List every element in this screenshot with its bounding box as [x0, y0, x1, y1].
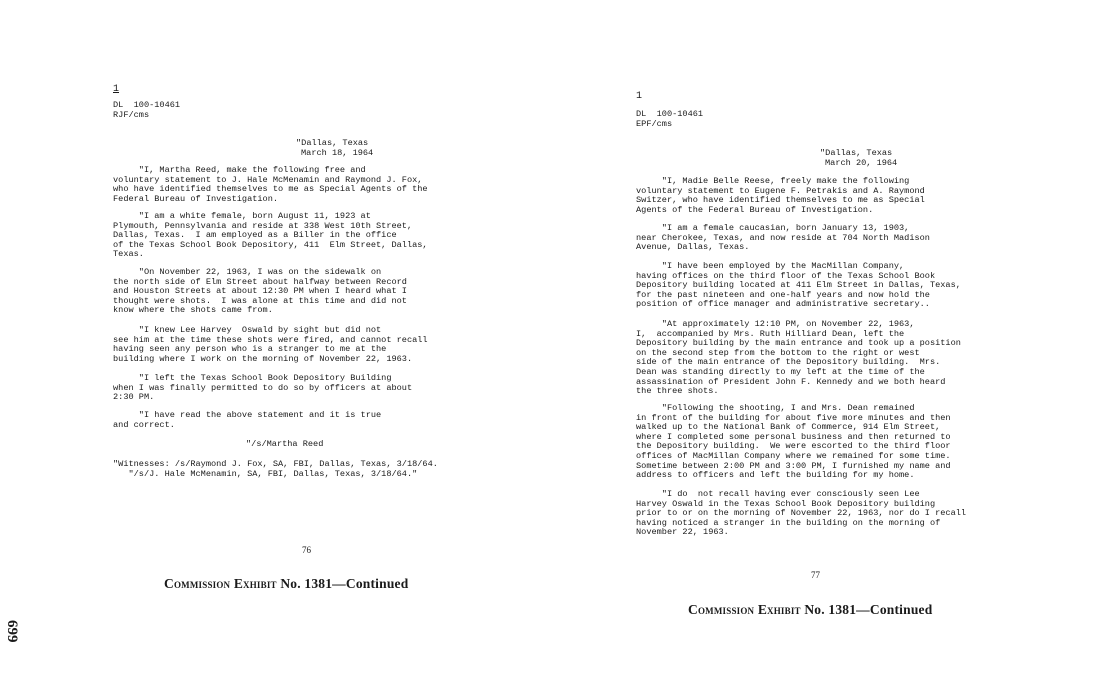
dateline-place: "Dallas, Texas	[296, 138, 369, 148]
dateline	[820, 149, 897, 168]
statement-paragraph: "I have been employed by the MacMillan Company, having offices on the third floor of the Texas School Book Depository building located at 411 Elm Street in Dallas, Texas, for the past nineteen and one-half years and now hold the position of office manager and administrative secretary..	[636, 261, 961, 310]
statement-paragraph: "I have read the above statement and it is true and correct.	[113, 410, 382, 430]
statement-paragraph: "I, Martha Reed, make the following free and voluntary statement to J. Hale McMenamin and Raymond J. Fox, who have identified themselves to me as Special Agents of the Federal Bureau of Investigation.	[113, 165, 428, 204]
caption-title: Commission Exhibit	[164, 576, 277, 591]
volume-page-number: 699	[4, 620, 20, 643]
witnesses: "Witnesses: /s/Raymond J. Fox, SA, FBI, Dallas, Texas, 3/18/64. "/s/J. Hale McMenamin, SA, FBI, Dallas, Texas, 3/18/64."	[113, 459, 438, 479]
statement-paragraph: "I, Madie Belle Reese, freely make the following voluntary statement to Eugene F. Petrakis and A. Raymond Switzer, who have identified themselves to me as Special Agents of the Federal Bureau of Investigation.	[636, 176, 925, 215]
statement-paragraph: "I am a female caucasian, born January 13, 1903, near Cherokee, Texas, and now reside at 704 North Madison Avenue, Dallas, Texas.	[636, 223, 930, 253]
exhibit-caption	[164, 576, 408, 592]
dateline-date: March 18, 1964	[301, 147, 374, 158]
file-header	[636, 110, 703, 129]
statement-paragraph: "At approximately 12:10 PM, on November 22, 1963, I, accompanied by Mrs. Ruth Hilliard Dean, left the Depository building by the main entrance and took up a position on the second step from the bottom to the right or west side of the main entrance of the Depository building. Mrs. Dean was standing directly to my left at the time of the assassination of President John F. Kennedy and we both heard the three shots.	[636, 319, 961, 397]
dateline-place: "Dallas, Texas	[820, 148, 893, 158]
statement-paragraph: "Following the shooting, I and Mrs. Dean remained in front of the building for about five more minutes and then walked up to the National Bank of Commerce, 914 Elm Street, where I completed some personal business and then returned to the Depository building. We were escorted to the third floor offices of MacMillan Company where we remained for some time. Sometime between 2:00 PM and 3:00 PM, I furnished my name and address to officers and left the building for my home.	[636, 403, 951, 481]
page-marker: 1	[636, 91, 643, 102]
caption-number: No. 1381—Continued	[276, 576, 409, 591]
statement-paragraph: "I left the Texas School Book Depository Building when I was finally permitted to do so by officers at about 2:30 PM.	[113, 373, 413, 403]
exhibit-caption	[688, 602, 932, 618]
dateline	[296, 139, 373, 158]
dateline-date: March 20, 1964	[825, 157, 898, 168]
signature: "/s/Martha Reed	[246, 439, 324, 449]
file-number: DL 100-10461	[636, 109, 704, 119]
page-number: 76	[302, 545, 311, 555]
caption-title: Commission Exhibit	[688, 602, 801, 617]
statement-paragraph: "I do not recall having ever consciously seen Lee Harvey Oswald in the Texas School Book Depository building prior to or on the morning of November 22, 1963, nor do I recall having noticed a stranger in the building on the morning of November 22, 1963.	[636, 489, 967, 538]
initials: RJF/cms	[113, 109, 150, 120]
page-marker: 1	[113, 84, 120, 95]
statement-paragraph: "I knew Lee Harvey Oswald by sight but did not see him at the time these shots were fired, and cannot recall having seen any person who is a stranger to me at the building where I work on the morning of November 22, 1963.	[113, 325, 428, 364]
file-number: DL 100-10461	[113, 100, 181, 110]
page-number: 77	[811, 570, 820, 580]
statement-paragraph: "I am a white female, born August 11, 1923 at Plymouth, Pennsylvania and reside at 338 West 10th Street, Dallas, Texas. I am employed as a Biller in the office of the Texas School Book Depository, 411 Elm Street, Dallas, Texas.	[113, 211, 428, 260]
statement-paragraph: "On November 22, 1963, I was on the sidewalk on the north side of Elm Street about halfway between Record and Houston Streets at about 12:30 PM when I heard what I thought were shots. I was alone at this time and did not know where the shots came from.	[113, 267, 407, 316]
initials: EPF/cms	[636, 118, 673, 129]
caption-number: No. 1381—Continued	[800, 602, 933, 617]
file-header	[113, 101, 180, 120]
